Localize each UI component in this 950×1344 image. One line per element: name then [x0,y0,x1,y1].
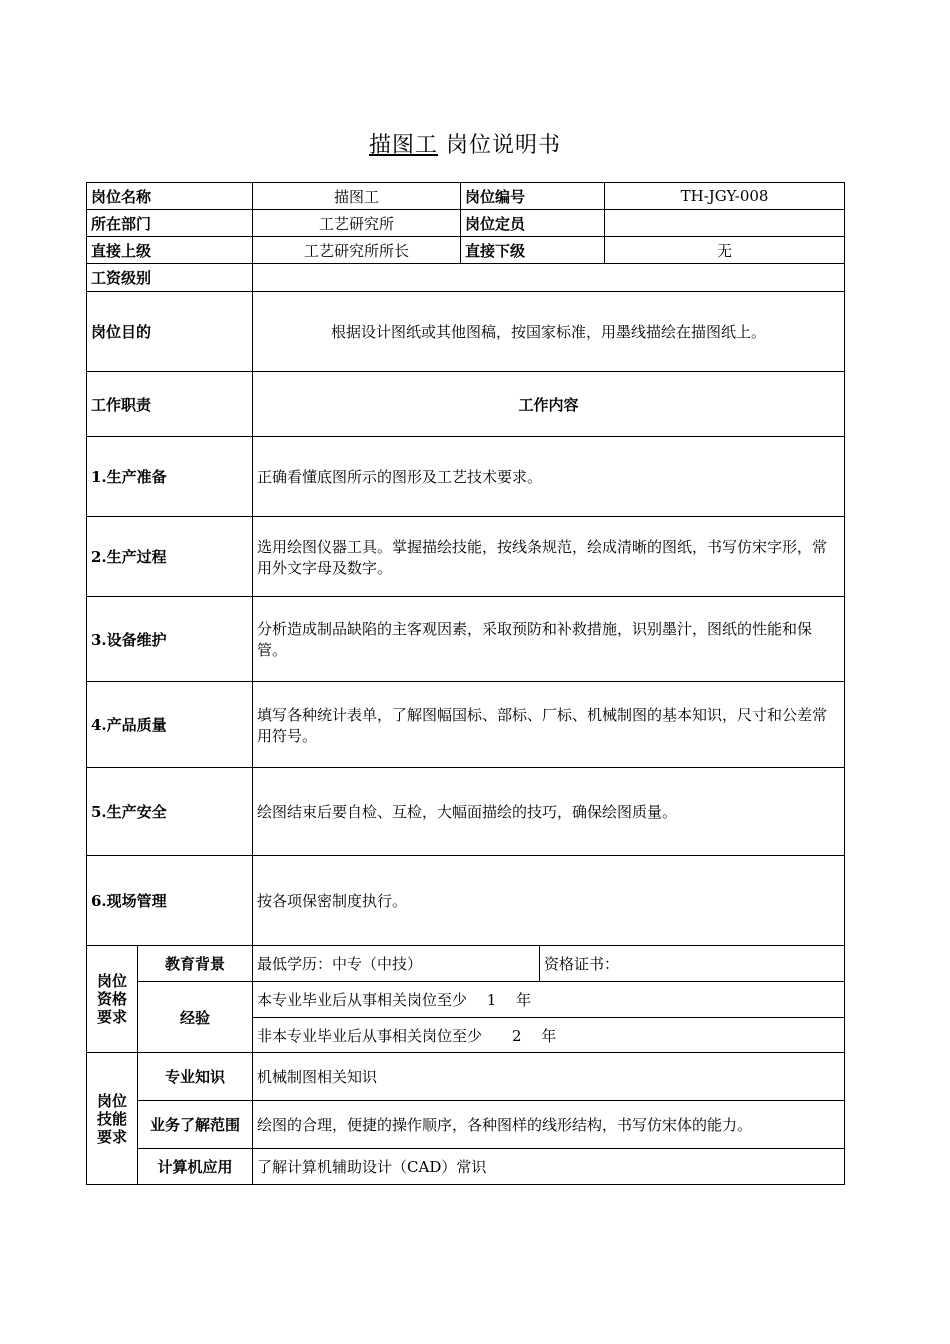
duty-label: 5.生产安全 [87,768,253,856]
duty-label: 4.产品质量 [87,682,253,768]
salary-value [253,264,845,292]
dept-value: 工艺研究所 [253,210,461,237]
computer-label: 计算机应用 [138,1149,253,1185]
edu-label: 教育背景 [138,946,253,982]
scope-value: 绘图的合理，便捷的操作顺序，各种图样的线形结构，书写仿宋体的能力。 [253,1101,845,1149]
skills-group-label: 岗位 技能 要求 [87,1053,138,1185]
knowledge-value: 机械制图相关知识 [253,1053,845,1101]
post-no-value: TH-JGY-008 [605,183,845,210]
qualification-group-label: 岗位 资格 要求 [87,946,138,1053]
title-rest: 岗位说明书 [446,133,562,158]
dept-label: 所在部门 [87,210,253,237]
page-title [0,128,930,159]
purpose-label: 岗位目的 [87,292,253,372]
duty-label: 6.现场管理 [87,856,253,946]
computer-value: 了解计算机辅助设计（CAD）常识 [253,1149,845,1185]
quota-value [605,210,845,237]
duty-text: 选用绘图仪器工具。掌握描绘技能，按线条规范，绘成清晰的图纸，书写仿宋字形，常用外文字母及数字。 [253,517,845,597]
post-no-label: 岗位编号 [461,183,605,210]
duties-content-header: 工作内容 [253,372,845,437]
duty-text: 填写各种统计表单，了解图幅国标、部标、厂标、机械制图的基本知识，尺寸和公差常用符号。 [253,682,845,768]
knowledge-label: 专业知识 [138,1053,253,1101]
post-name-value: 描图工 [253,183,461,210]
quota-label: 岗位定员 [461,210,605,237]
salary-label: 工资级别 [87,264,253,292]
edu-value: 最低学历：中专（中技） [253,946,540,982]
duty-label: 1.生产准备 [87,437,253,517]
duty-label: 3.设备维护 [87,597,253,682]
title-post-name: 描图工 [368,133,438,158]
exp-label: 经验 [138,982,253,1053]
duty-text: 分析造成制品缺陷的主客观因素，采取预防和补救措施，识别墨汁，图纸的性能和保管。 [253,597,845,682]
duties-label: 工作职责 [87,372,253,437]
duty-label: 2.生产过程 [87,517,253,597]
subordinate-value: 无 [605,237,845,264]
purpose-text: 根据设计图纸或其他图稿，按国家标准，用墨线描绘在描图纸上。 [253,292,845,372]
exp-unrelated: 非本专业毕业后从事相关岗位至少 2 年 [253,1018,845,1053]
duty-text: 绘图结束后要自检、互检，大幅面描绘的技巧，确保绘图质量。 [253,768,845,856]
duty-text: 按各项保密制度执行。 [253,856,845,946]
duty-text: 正确看懂底图所示的图形及工艺技术要求。 [253,437,845,517]
superior-value: 工艺研究所所长 [253,237,461,264]
scope-label: 业务了解范围 [138,1101,253,1149]
superior-label: 直接上级 [87,237,253,264]
cert-value: 资格证书： [540,946,845,982]
job-description-table [86,182,845,1185]
post-name-label: 岗位名称 [87,183,253,210]
subordinate-label: 直接下级 [461,237,605,264]
exp-related: 本专业毕业后从事相关岗位至少 1 年 [253,982,845,1018]
